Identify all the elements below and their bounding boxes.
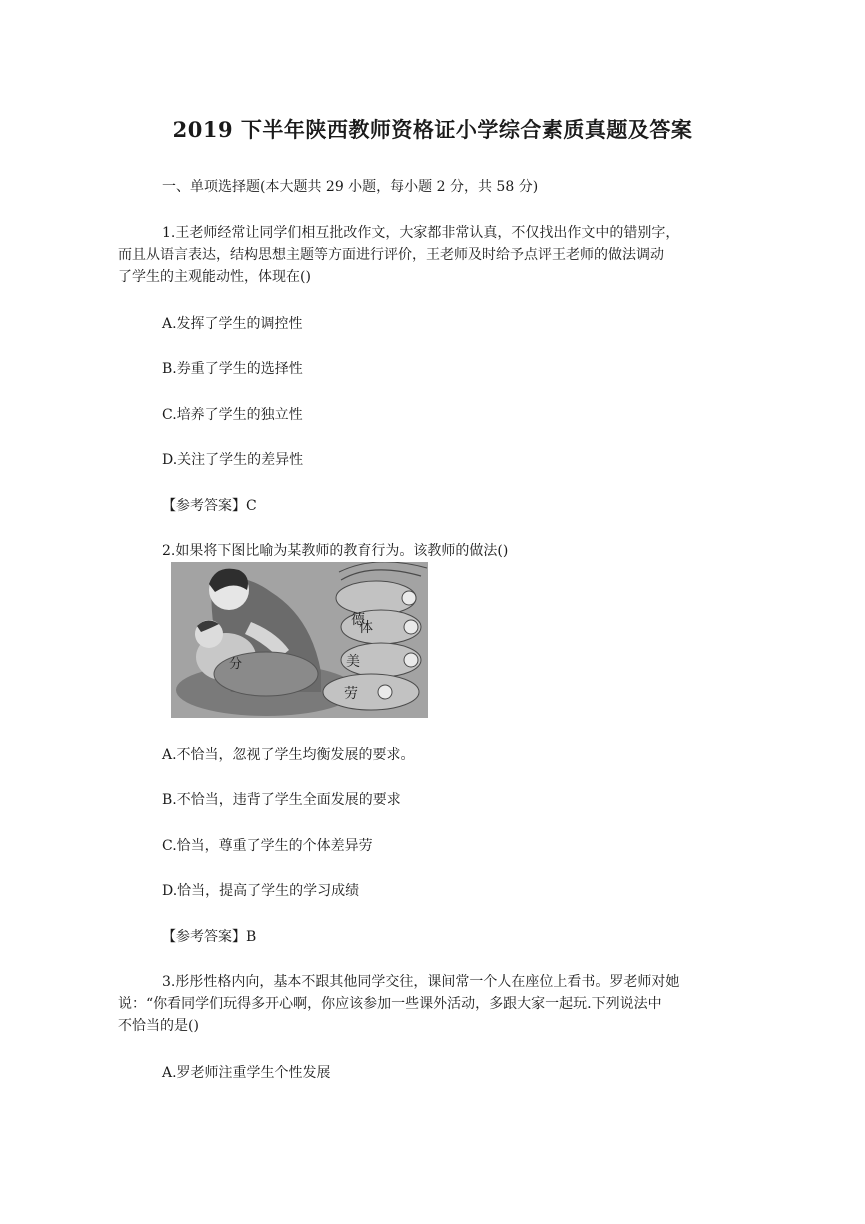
question-1-option-a: A.发挥了学生的调控性 [162, 316, 303, 332]
question-1-stem-line-3: 了学生的主观能动性，体现在() [118, 269, 311, 285]
question-2-option-c: C.恰当，尊重了学生的个体差异劳 [162, 838, 373, 854]
figure-label-ti: 体 [359, 620, 373, 636]
question-1-option-b: B.券重了学生的选择性 [162, 361, 303, 377]
question-2-option-b: B.不恰当，违背了学生全面发展的要求 [162, 792, 401, 808]
question-2-option-d: D.恰当，提高了学生的学习成绩 [162, 883, 360, 899]
question-1-stem-line-2: 而且从语言表达，结构思想主题等方面进行评价，王老师及时给予点评王老师的做法调动 [118, 247, 664, 263]
question-2-option-a: A.不恰当，忽视了学生均衡发展的要求。 [162, 747, 415, 763]
question-3-stem-line-3: 不恰当的是() [118, 1018, 199, 1034]
section-heading: 一、单项选择题(本大题共 29 小题，每小题 2 分，共 58 分) [162, 179, 539, 195]
question-1-answer: 【参考答案】C [162, 498, 257, 514]
question-2-stem: 2.如果将下图比喻为某教师的教育行为。该教师的做法() [162, 543, 509, 559]
question-3-stem-line-2: 说：“你看同学们玩得多开心啊，你应该参加一些课外活动，多跟大家一起玩.下列说法中 [118, 996, 662, 1012]
figure-label-fen: 分 [229, 657, 243, 672]
figure-label-de: 德 [351, 612, 365, 628]
figure-label-mei: 美 [346, 654, 360, 670]
question-2-illustration [171, 562, 428, 718]
question-3-stem-line-1: 3.彤彤性格内向，基本不跟其他同学交往，课间常一个人在座位上看书。罗老师对她 [162, 974, 680, 990]
question-2-answer: 【参考答案】B [162, 929, 257, 945]
question-3-option-a: A.罗老师注重学生个性发展 [162, 1065, 331, 1081]
question-1-stem-line-1: 1.王老师经常让同学们相互批改作文，大家都非常认真，不仅找出作文中的错别字， [162, 225, 680, 241]
figure-label-lao: 劳 [344, 686, 358, 702]
teacher-feeding-illustration [171, 562, 428, 718]
question-1-option-d: D.关注了学生的差异性 [162, 452, 304, 468]
document-title: 2019 下半年陕西教师资格证小学综合素质真题及答案 [172, 117, 693, 142]
question-1-option-c: C.培养了学生的独立性 [162, 407, 303, 423]
